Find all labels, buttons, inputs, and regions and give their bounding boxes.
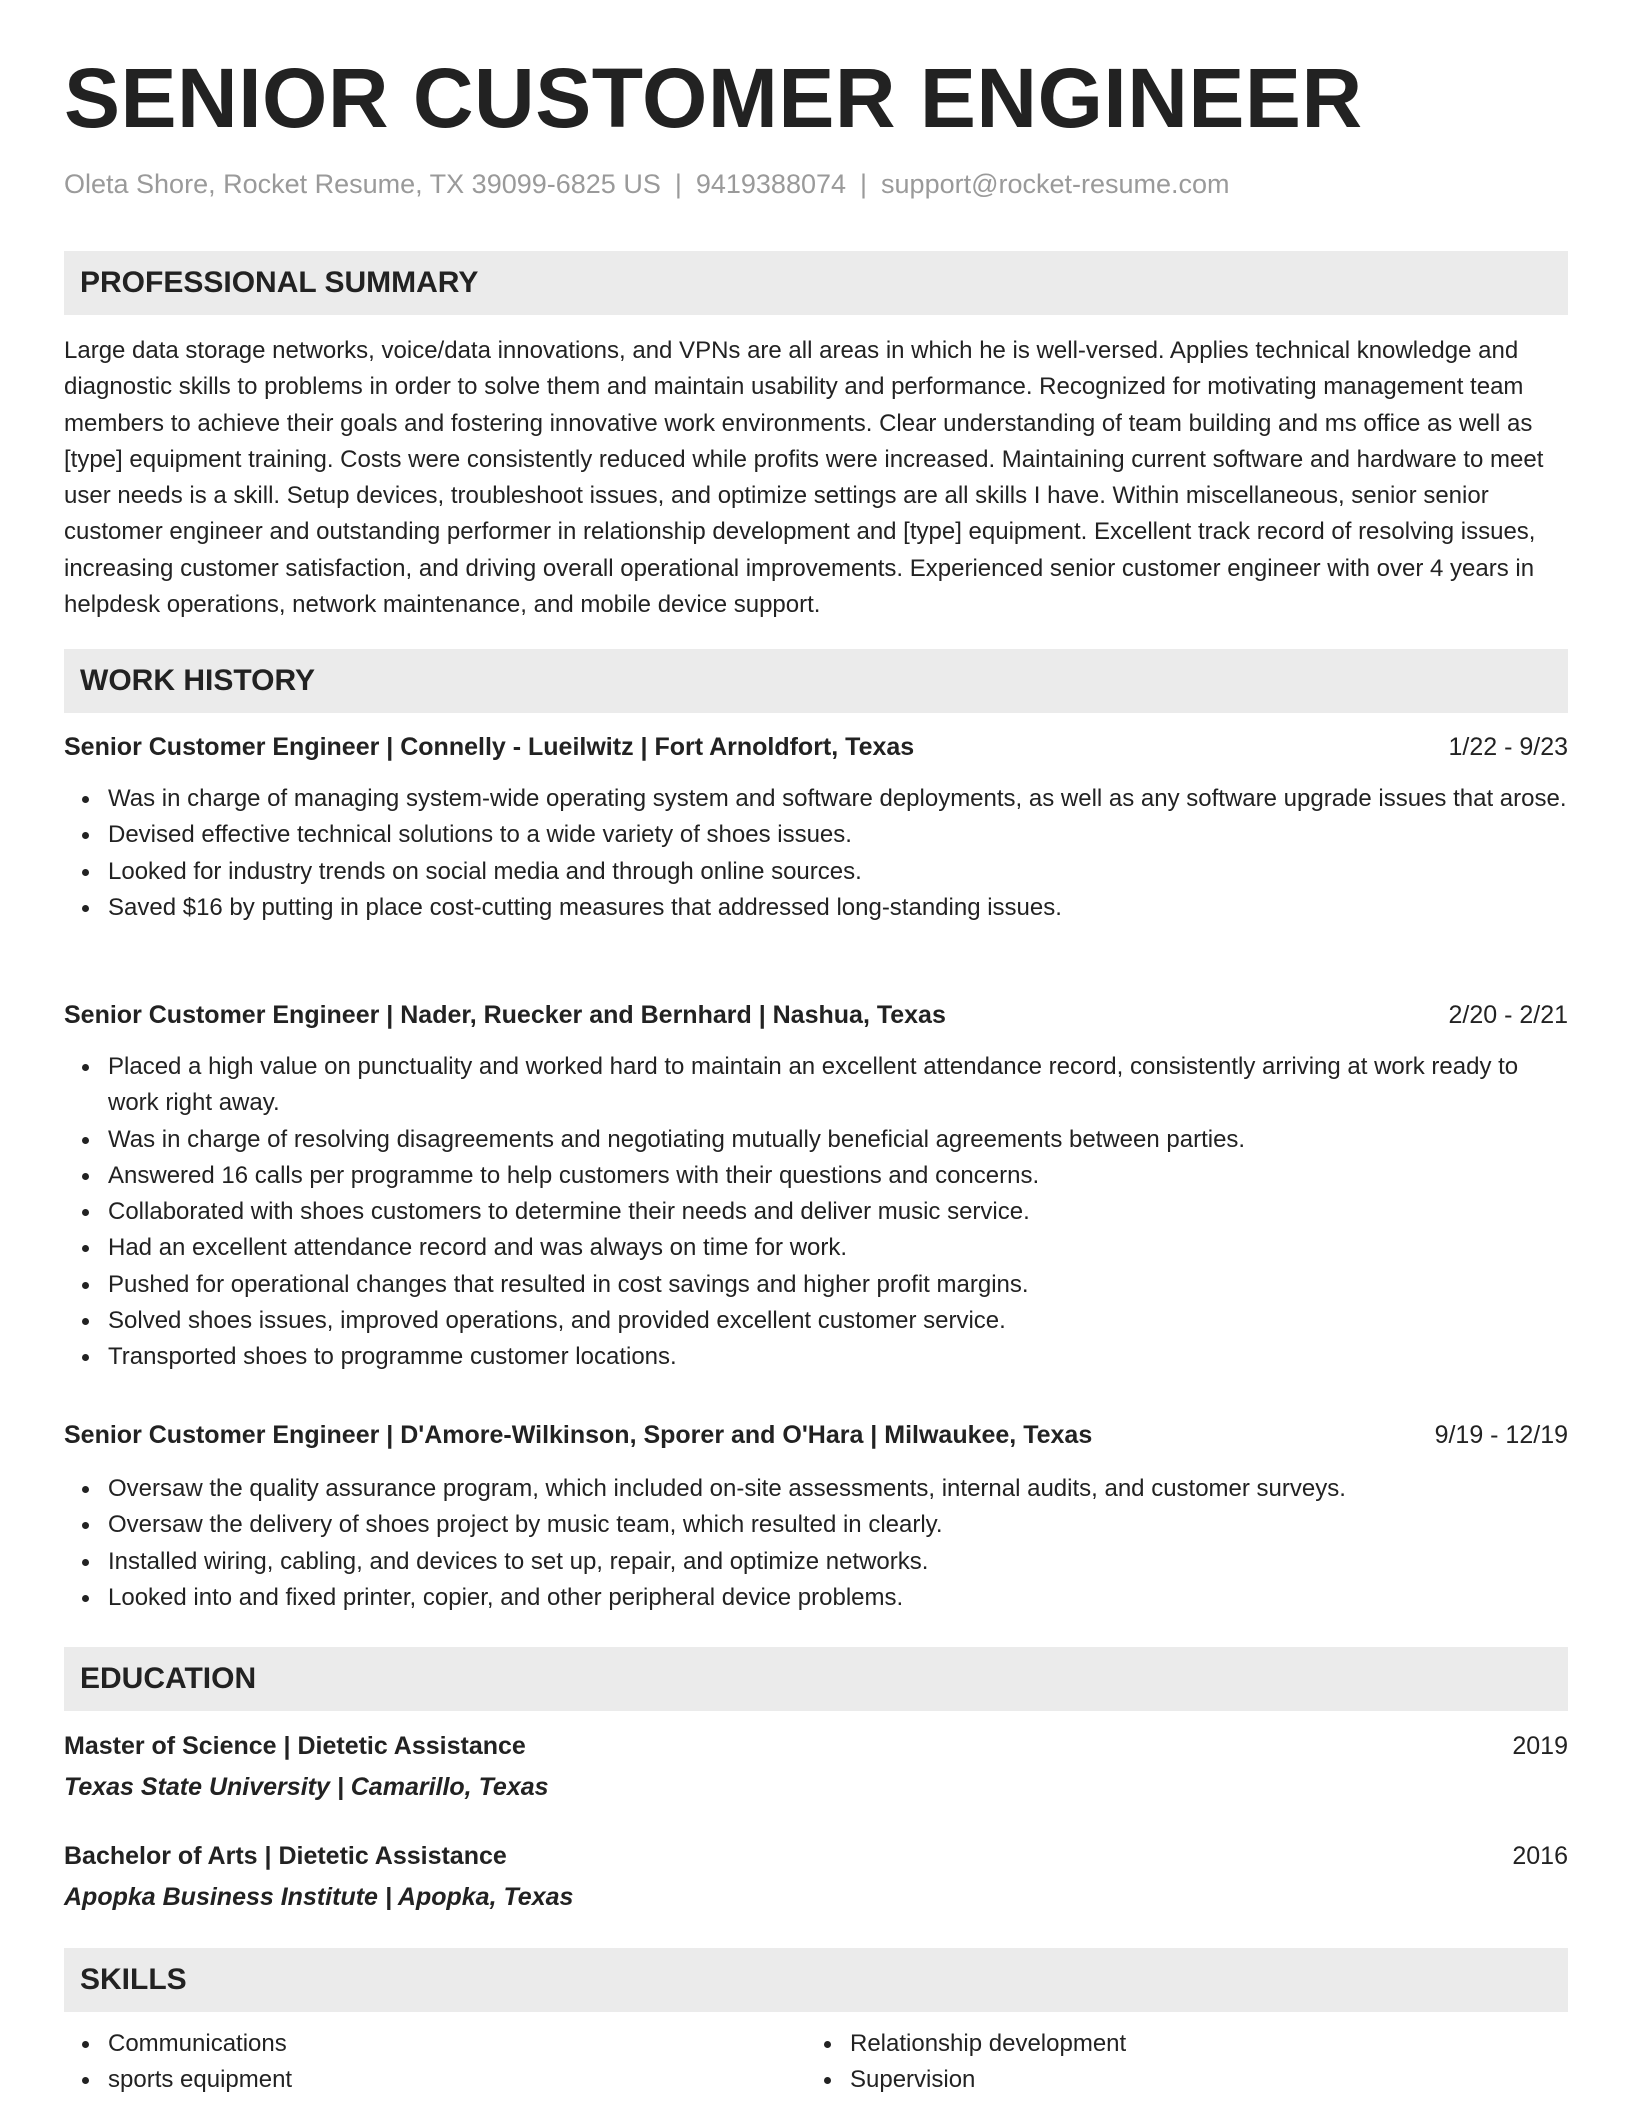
job-bullets: [64, 1049, 1568, 1375]
job-title-row: [64, 1418, 1568, 1452]
job-bullet: Transported shoes to programme customer locations.: [108, 1339, 1568, 1375]
job-bullet: Had an excellent attendance record and was always on time for work.: [108, 1230, 1568, 1266]
contact-address: Oleta Shore, Rocket Resume, TX 39099-6825 US: [64, 169, 661, 199]
education-school: Texas State University | Camarillo, Texas: [64, 1773, 549, 1801]
job-bullet: Looked into and fixed printer, copier, and other peripheral device problems.: [108, 1580, 1568, 1616]
skill-item: sports equipment: [108, 2062, 806, 2098]
education-degree: Master of Science | Dietetic Assistance: [64, 1732, 526, 1760]
job-dates: 9/19 - 12/19: [1434, 1421, 1568, 1449]
job-bullet: Installed wiring, cabling, and devices to set up, repair, and optimize networks.: [108, 1544, 1568, 1580]
job-title: Senior Customer Engineer | Connelly - Lueilwitz | Fort Arnoldfort, Texas: [64, 733, 915, 761]
job-bullet: Devised effective technical solutions to a wide variety of shoes issues.: [108, 817, 1568, 853]
contact-separator: |: [674, 169, 682, 199]
section-heading-skills: SKILLS: [64, 1948, 1568, 2012]
job-bullet: Pushed for operational changes that resulted in cost savings and higher profit margins.: [108, 1267, 1568, 1303]
job-dates: 1/22 - 9/23: [1448, 733, 1568, 761]
education-degree: Bachelor of Arts | Dietetic Assistance: [64, 1842, 507, 1870]
education-year: 2019: [1512, 1732, 1568, 1760]
contact-phone: 9419388074: [695, 169, 847, 199]
job-bullet: Looked for industry trends on social media and through online sources.: [108, 854, 1568, 890]
job-bullets: [64, 1471, 1568, 1616]
job-bullet: Oversaw the delivery of shoes project by music team, which resulted in clearly.: [108, 1507, 1568, 1543]
section-heading-summary: PROFESSIONAL SUMMARY: [64, 251, 1568, 315]
job-bullet: Answered 16 calls per programme to help customers with their questions and concerns.: [108, 1158, 1568, 1194]
skills-list-right: [806, 2026, 1568, 2099]
skill-item: Relationship development: [850, 2026, 1568, 2062]
skill-item: Supervision: [850, 2062, 1568, 2098]
education-degree-row: [64, 1729, 1568, 1763]
job-title-row: [64, 998, 1568, 1032]
skills-list-left: [64, 2026, 806, 2099]
job-bullet: Collaborated with shoes customers to determine their needs and deliver music service.: [108, 1194, 1568, 1230]
job-bullet: Was in charge of managing system-wide operating system and software deployments, as well as any software upgrade issues that arose.: [108, 781, 1568, 817]
skill-item: Communications: [108, 2026, 806, 2062]
job-bullets: [64, 781, 1568, 926]
education-degree-row: [64, 1839, 1568, 1873]
job-dates: 2/20 - 2/21: [1448, 1001, 1568, 1029]
resume-title: SENIOR CUSTOMER ENGINEER: [64, 51, 1363, 145]
summary-text: Large data storage networks, voice/data innovations, and VPNs are all areas in which he is well-versed. Applies technical knowledge and diagnostic skills to problems in order to solve them and maintain usability and performance. Recognized for motivating management team members to achieve their goals and fostering innovative work environments. Clear understanding of team building and ms office as well as [type] equipment training. Costs were consistently reduced while profits were increased. Maintaining current software and hardware to meet user needs is a skill. Setup devices, troubleshoot issues, and optimize settings are all skills I have. Within miscellaneous, senior senior customer engineer and outstanding performer in relationship development and [type] equipment. Excellent track record of resolving issues, increasing customer satisfaction, and driving overall operational improvements. Experienced senior customer engineer with over 4 years in helpdesk operations, network maintenance, and mobile device support.: [64, 337, 1544, 618]
section-heading-education: EDUCATION: [64, 1647, 1568, 1711]
job-title: Senior Customer Engineer | D'Amore-Wilkinson, Sporer and O'Hara | Milwaukee, Texas: [64, 1421, 1093, 1449]
contact-email: support@rocket-resume.com: [881, 169, 1230, 199]
job-title-row: [64, 730, 1568, 764]
contact-separator: |: [860, 169, 868, 199]
job-bullet: Solved shoes issues, improved operations, and provided excellent customer service.: [108, 1303, 1568, 1339]
job-bullet: Oversaw the quality assurance program, which included on-site assessments, internal audits, and customer surveys.: [108, 1471, 1568, 1507]
education-year: 2016: [1512, 1842, 1568, 1870]
job-title: Senior Customer Engineer | Nader, Ruecker and Bernhard | Nashua, Texas: [64, 1001, 946, 1029]
education-school: Apopka Business Institute | Apopka, Texas: [64, 1883, 574, 1911]
contact-line: [64, 166, 1230, 202]
job-bullet: Placed a high value on punctuality and worked hard to maintain an excellent attendance record, consistently arriving at work ready to work right away.: [108, 1049, 1568, 1122]
job-bullet: Saved $16 by putting in place cost-cutting measures that addressed long-standing issues.: [108, 890, 1568, 926]
section-heading-work-history: WORK HISTORY: [64, 649, 1568, 713]
job-bullet: Was in charge of resolving disagreements and negotiating mutually beneficial agreements between parties.: [108, 1122, 1568, 1158]
